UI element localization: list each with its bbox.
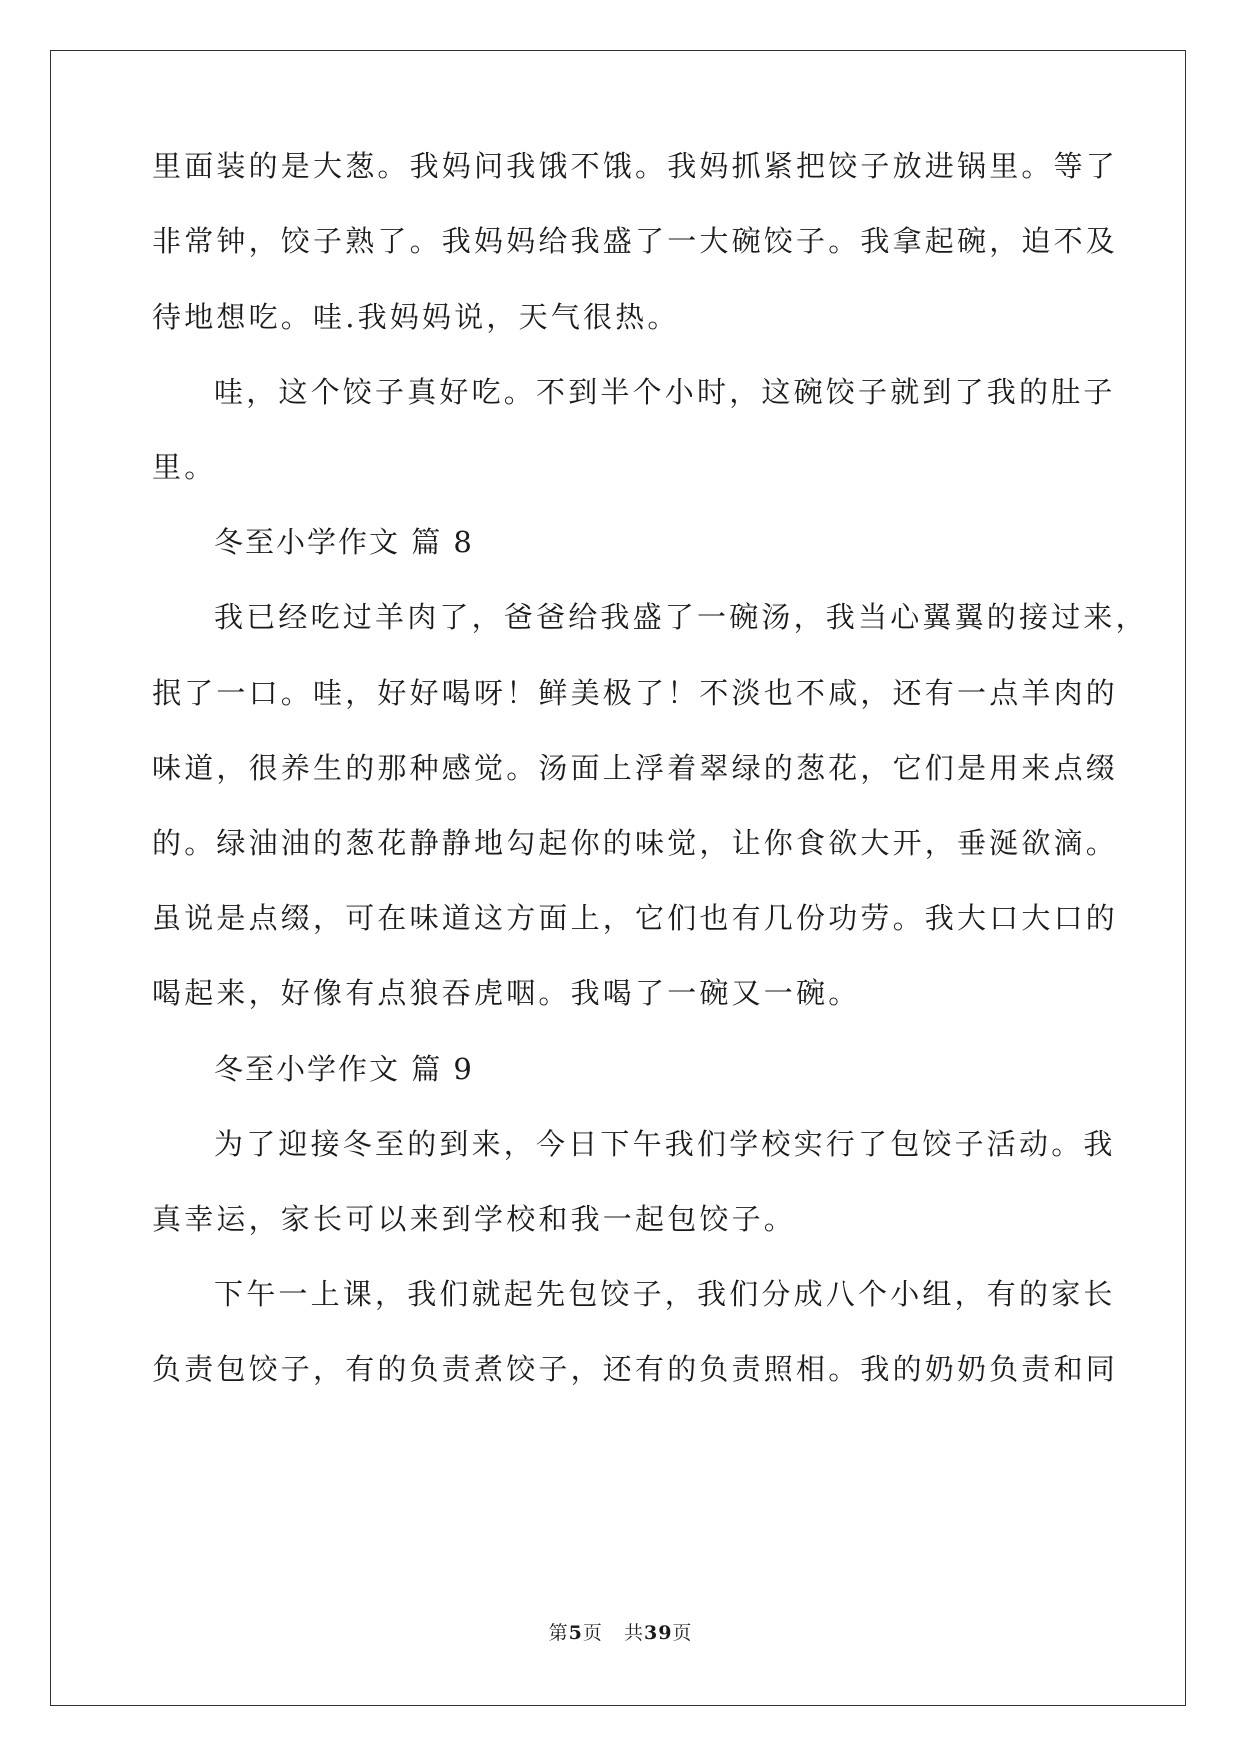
text-line: 味道，很养生的那种感觉。汤面上浮着翠绿的葱花，它们是用来点缀 [152, 751, 1119, 785]
text-line: 真幸运，家长可以来到学校和我一起包饺子。 [152, 1202, 797, 1236]
text-line: 喝起来，好像有点狼吞虎咽。我喝了一碗又一碗。 [152, 976, 861, 1010]
footer-prefix: 第 [548, 1622, 569, 1644]
footer-total-prefix: 共 [623, 1622, 644, 1644]
text-line: 里。 [152, 450, 217, 484]
text-line: 非常钟，饺子熟了。我妈妈给我盛了一大碗饺子。我拿起碗，迫不及 [152, 224, 1119, 258]
paragraph-first-line: 下午一上课，我们就起先包饺子，我们分成八个小组，有的家长 [214, 1277, 1116, 1311]
total-pages-number: 39 [643, 1622, 673, 1644]
section-heading: 冬至小学作文 篇 8 [214, 525, 474, 559]
text-line: 里面装的是大葱。我妈问我饿不饿。我妈抓紧把饺子放进锅里。等了 [152, 149, 1119, 183]
footer-total-suffix: 页 [672, 1622, 693, 1644]
text-line: 的。绿油油的葱花静静地勾起你的味觉，让你食欲大开，垂涎欲滴。 [152, 826, 1119, 860]
paragraph-first-line: 哇，这个饺子真好吃。不到半个小时，这碗饺子就到了我的肚子 [214, 375, 1116, 409]
text-line: 负责包饺子，有的负责煮饺子，还有的负责照相。我的奶奶负责和同 [152, 1352, 1119, 1386]
paragraph-first-line: 我已经吃过羊肉了，爸爸给我盛了一碗汤，我当心翼翼的接过来， [214, 600, 1148, 634]
paragraph-first-line: 为了迎接冬至的到来，今日下午我们学校实行了包饺子活动。我 [214, 1127, 1116, 1161]
text-line: 虽说是点缀，可在味道这方面上，它们也有几份功劳。我大口大口的 [152, 901, 1119, 935]
footer-page-suffix: 页 [582, 1622, 603, 1644]
section-heading: 冬至小学作文 篇 9 [214, 1052, 474, 1086]
page-footer [0, 1618, 1241, 1645]
text-line: 待地想吃。哇.我妈妈说，天气很热。 [152, 300, 680, 334]
text-line: 抿了一口。哇，好好喝呀！鲜美极了！不淡也不咸，还有一点羊肉的 [152, 676, 1119, 710]
current-page-number: 5 [568, 1622, 583, 1644]
